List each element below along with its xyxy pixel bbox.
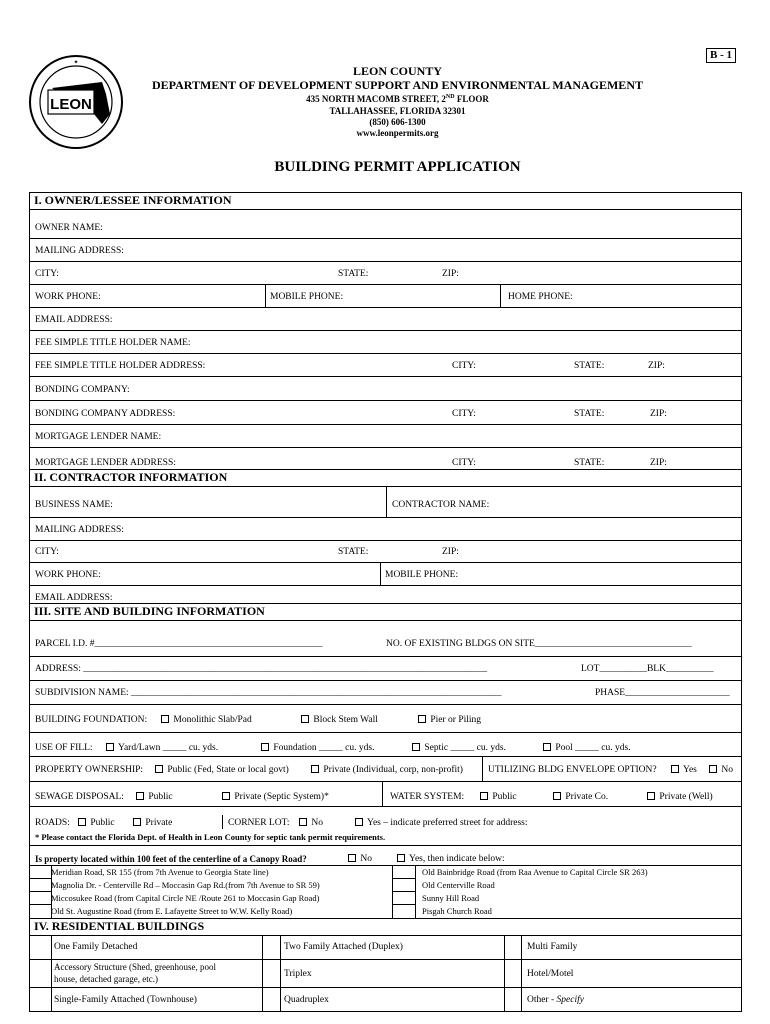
application-form xyxy=(29,192,742,1012)
public-water-checkbox[interactable]: Public xyxy=(480,792,517,802)
pool-fill-checkbox[interactable]: Pool _____ cu. yds. xyxy=(543,743,631,753)
corner-yes-checkbox[interactable]: Yes – indicate preferred street for address: xyxy=(355,818,528,828)
fill-row: USE OF FILL: Yard/Lawn _____ cu. yds. Foundation _____ cu. yds. Septic _____ cu. yds. Pool _____ cu. yds. xyxy=(30,733,741,757)
public-sewage-checkbox[interactable]: Public xyxy=(136,792,173,802)
svg-text:✦: ✦ xyxy=(73,60,79,66)
accessory-structure-option[interactable]: Accessory Structure (Shed, greenhouse, pool xyxy=(54,962,216,972)
canopy-no-checkbox[interactable]: No xyxy=(348,854,372,864)
foundation-row: BUILDING FOUNDATION: Monolithic Slab/Pad Block Stem Wall Pier or Piling xyxy=(30,705,741,733)
private-road-checkbox[interactable]: Private xyxy=(133,818,172,828)
residential-row-1 xyxy=(30,936,741,960)
owner-mailing-field[interactable]: MAILING ADDRESS: xyxy=(30,239,741,262)
septic-sewage-checkbox[interactable]: Private (Septic System)* xyxy=(222,792,329,802)
public-road-checkbox[interactable]: Public xyxy=(78,818,115,828)
owner-name-field[interactable]: OWNER NAME: xyxy=(30,216,741,239)
public-ownership-checkbox[interactable]: Public (Fed, State or local govt) xyxy=(155,765,289,775)
residential-row-3 xyxy=(30,988,741,1012)
canopy-road-old-st-augustine[interactable]: Old St. Augustine Road (from E. Lafayette Street to W.W. Kelly Road) xyxy=(51,906,293,916)
contractor-city-row[interactable]: CITY: STATE: ZIP: xyxy=(30,541,741,563)
parcel-row[interactable]: PARCEL I.D. #________________________________________________ NO. OF EXISTING BLDGS ON SITE_________________________________ xyxy=(30,621,741,657)
canopy-road-list xyxy=(30,866,741,919)
hotel-motel-option[interactable]: Hotel/Motel xyxy=(527,969,574,979)
duplex-option[interactable]: Two Family Attached (Duplex) xyxy=(284,942,403,952)
contractor-mailing-field[interactable]: MAILING ADDRESS: xyxy=(30,518,741,541)
canopy-road-miccosukee[interactable]: Miccosukee Road (from Capital Circle NE /Route 261 to Moccasin Gap Road) xyxy=(51,893,320,903)
envelope-yes-checkbox[interactable]: Yes xyxy=(671,765,697,775)
contractor-phone-row[interactable]: WORK PHONE: MOBILE PHONE: xyxy=(30,563,741,586)
septic-note: * Please contact the Florida Dept. of Health in Leon County for septic tank permit requirements. xyxy=(35,832,386,842)
bonding-company-field[interactable]: BONDING COMPANY: xyxy=(30,377,741,401)
foundation-fill-checkbox[interactable]: Foundation _____ cu. yds. xyxy=(261,743,374,753)
page-title: BUILDING PERMIT APPLICATION xyxy=(274,159,521,175)
canopy-road-pisgah-church[interactable]: Pisgah Church Road xyxy=(422,906,492,916)
envelope-no-checkbox[interactable]: No xyxy=(709,765,733,775)
accessory-structure-option-2: house, detached garage, etc.) xyxy=(54,974,158,984)
city-state-zip: TALLAHASSEE, FLORIDA 32301 xyxy=(329,106,466,116)
mortgage-address-row[interactable]: MORTGAGE LENDER ADDRESS: CITY: STATE: ZIP: xyxy=(30,448,741,470)
street-address: 435 NORTH MACOMB STREET, 2ND FLOOR xyxy=(306,94,489,104)
subdivision-row[interactable]: SUBDIVISION NAME: ______________________________________________________________________________ PHASE______________________ xyxy=(30,681,741,705)
fee-holder-name-field[interactable]: FEE SIMPLE TITLE HOLDER NAME: xyxy=(30,331,741,354)
bonding-address-row[interactable]: BONDING COMPANY ADDRESS: CITY: STATE: ZIP: xyxy=(30,401,741,425)
roads-row: ROADS: Public Private CORNER LOT: No Yes – indicate preferred street for address: * Please contact the Florida Dept. of Health in Leon County for septic tank permit requirements. xyxy=(30,807,741,846)
canopy-road-old-centerville[interactable]: Old Centerville Road xyxy=(422,880,495,890)
form-number: B - 1 xyxy=(706,48,736,63)
county-name: LEON COUNTY xyxy=(352,64,442,78)
multi-family-option[interactable]: Multi Family xyxy=(527,942,578,952)
website: www.leonpermits.org xyxy=(356,128,439,138)
contractor-business-row[interactable]: BUSINESS NAME: CONTRACTOR NAME: xyxy=(30,487,741,518)
townhouse-option[interactable]: Single-Family Attached (Townhouse) xyxy=(54,995,197,1005)
section-owner-title: I. OWNER/LESSEE INFORMATION xyxy=(30,193,741,210)
owner-email-field[interactable]: EMAIL ADDRESS: xyxy=(30,308,741,331)
address-row[interactable]: ADDRESS: _____________________________________________________________________________________ LOT__________BLK__________ xyxy=(30,657,741,681)
contractor-email-field[interactable]: EMAIL ADDRESS: xyxy=(30,586,741,604)
sewage-row: SEWAGE DISPOSAL: Public Private (Septic System)* WATER SYSTEM: Public Private Co. Private (Well) xyxy=(30,782,741,807)
canopy-yes-checkbox[interactable]: Yes, then indicate below: xyxy=(397,854,505,864)
canopy-road-sunny-hill[interactable]: Sunny Hill Road xyxy=(422,893,480,903)
ownership-row: PROPERTY OWNERSHIP: Public (Fed, State or local govt) Private (Individual, corp, non-profit) UTILIZING BLDG ENVELOPE OPTION? Yes No xyxy=(30,757,741,782)
pier-checkbox[interactable]: Pier or Piling xyxy=(418,715,481,725)
owner-phone-row[interactable]: WORK PHONE: MOBILE PHONE: HOME PHONE: xyxy=(30,285,741,308)
section-residential-title: IV. RESIDENTIAL BUILDINGS xyxy=(30,919,741,936)
well-water-checkbox[interactable]: Private (Well) xyxy=(647,792,713,802)
septic-fill-checkbox[interactable]: Septic _____ cu. yds. xyxy=(412,743,506,753)
residential-row-2 xyxy=(30,960,741,988)
county-seal-logo xyxy=(22,52,130,152)
phone-number: (850) 606-1300 xyxy=(369,117,426,127)
quadruplex-option[interactable]: Quadruplex xyxy=(284,995,329,1005)
canopy-road-meridian[interactable]: Meridian Road, SR 155 (from 7th Avenue to Georgia State line) xyxy=(51,867,269,877)
canopy-road-old-bainbridge[interactable]: Old Bainbridge Road (from Raa Avenue to Capital Circle SR 263) xyxy=(422,867,648,877)
canopy-road-magnolia[interactable]: Magnolia Dr. - Centerville Rd – Moccasin Gap Rd.(from 7th Avenue to SR 59) xyxy=(51,880,320,890)
department-name: DEPARTMENT OF DEVELOPMENT SUPPORT AND ENVIRONMENTAL MANAGEMENT xyxy=(152,78,643,92)
fee-holder-address-row[interactable]: FEE SIMPLE TITLE HOLDER ADDRESS: CITY: STATE: ZIP: xyxy=(30,354,741,377)
corner-no-checkbox[interactable]: No xyxy=(299,818,323,828)
private-ownership-checkbox[interactable]: Private (Individual, corp, non-profit) xyxy=(311,765,463,775)
yard-fill-checkbox[interactable]: Yard/Lawn _____ cu. yds. xyxy=(106,743,218,753)
monolithic-checkbox[interactable]: Monolithic Slab/Pad xyxy=(161,715,252,725)
seal-text: LEON xyxy=(50,96,92,113)
mortgage-lender-field[interactable]: MORTGAGE LENDER NAME: xyxy=(30,425,741,448)
canopy-question-row: Is property located within 100 feet of the centerline of a Canopy Road? No Yes, then indicate below: xyxy=(30,846,741,866)
owner-city-row[interactable]: CITY: STATE: ZIP: xyxy=(30,262,741,285)
private-co-water-checkbox[interactable]: Private Co. xyxy=(553,792,608,802)
block-stem-checkbox[interactable]: Block Stem Wall xyxy=(301,715,378,725)
triplex-option[interactable]: Triplex xyxy=(284,969,312,979)
section-site-title: III. SITE AND BUILDING INFORMATION xyxy=(30,604,741,621)
other-option[interactable]: Other - Specify xyxy=(527,995,584,1005)
one-family-detached-option[interactable]: One Family Detached xyxy=(54,942,138,952)
section-contractor-title: II. CONTRACTOR INFORMATION xyxy=(30,470,741,487)
